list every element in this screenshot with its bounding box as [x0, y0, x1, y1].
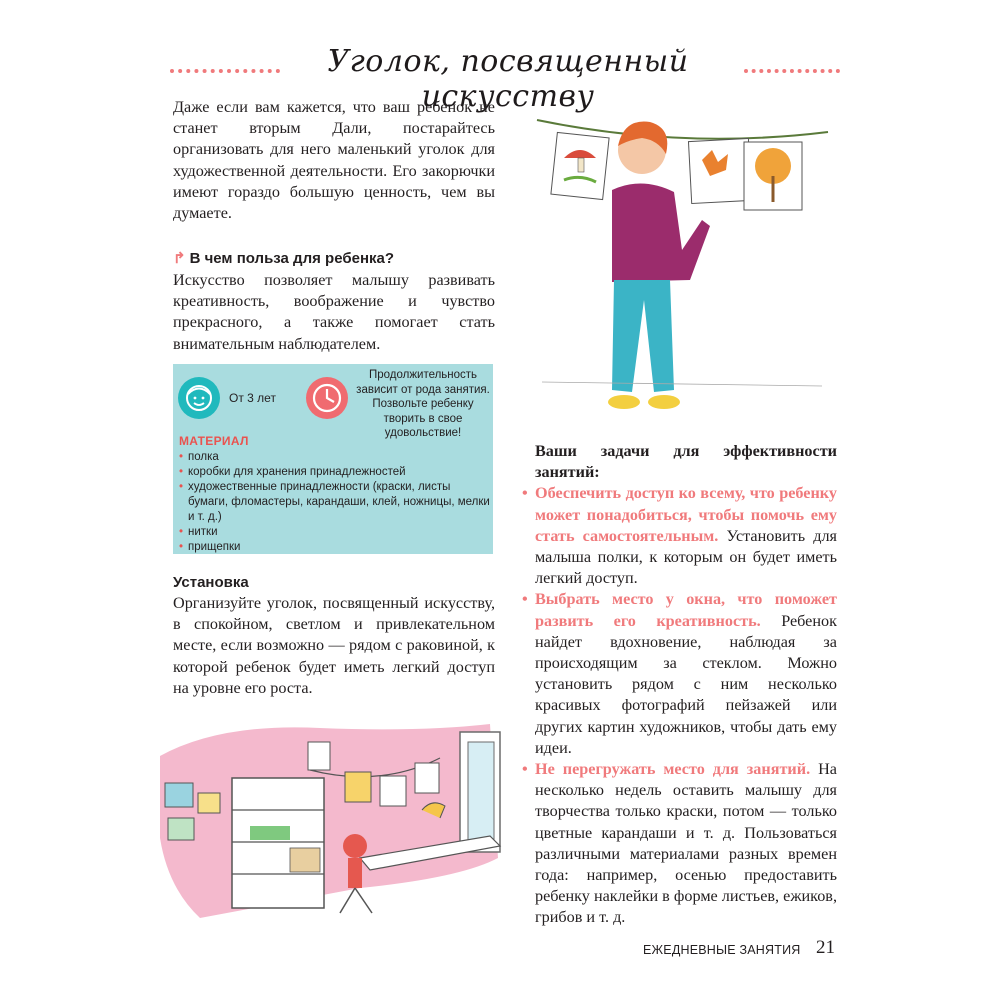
material-heading: МАТЕРИАЛ [179, 434, 249, 448]
task-highlight: Обеспечить доступ ко всему, что ребенку может понадобиться, чтобы помочь ему стать самостоятельным. [535, 484, 837, 545]
art-corner-illustration [160, 718, 505, 928]
title-dots-right [744, 69, 840, 73]
task-bullet: • [522, 760, 528, 779]
boy-hanging-drawings-illustration [532, 110, 832, 420]
task-highlight: Выбрать место у окна, что поможет развить его креативность. [535, 590, 837, 630]
intro-section [173, 97, 495, 224]
page-number: 21 [816, 937, 835, 958]
material-list [178, 450, 490, 555]
tasks-section [522, 441, 837, 929]
list-item: • коробки для хранения принадлежностей [178, 465, 490, 480]
task-bullet: • [522, 590, 528, 609]
age-label: От 3 лет [229, 391, 276, 405]
task-text: Ребенок найдет вдохновение, наблюдая за происходящим за стеклом. Можно установить рядом с ним несколько красивых фотографий пейзажей или других картин художников, чтобы дать ему идеи. [535, 611, 837, 757]
intro-paragraph: Даже если вам кажется, что ваш ребенок не станет вторым Дали, постарайтесь организовать для него маленький уголок для художественной деятельности. Его закорючки имеют гораздо большую ценность, чем вы думаете. [173, 98, 495, 223]
title-row [170, 42, 840, 114]
setup-heading: Установка [173, 574, 249, 591]
task-text: На несколько недель оставить малышу для творчества только краски, потом — только цветные карандаши и т. д. Пользоваться различными материалами разных времен года: например, осенью предоставить ребенку наклейки в форме листьев, ежиков, грибов и т. д. [535, 760, 837, 927]
setup-paragraph: Организуйте уголок, посвященный искусству, в спокойном, светлом и привлекательном месте, если возможно — рядом с раковиной, к которой ребенок будет иметь легкий доступ на уровне его роста. [173, 594, 495, 697]
footer-section-label: ЕЖЕДНЕВНЫЕ ЗАНЯТИЯ [643, 943, 801, 957]
tasks-heading: Ваши задачи для эффективности занятий: [535, 442, 837, 482]
benefit-heading-text: В чем польза для ребенка? [189, 250, 395, 267]
page-title: Уголок, посвященный искусству [327, 44, 689, 114]
task-item [522, 589, 837, 759]
list-item: • полка [178, 450, 490, 465]
list-item: • нитки [178, 525, 490, 540]
duration-text: Продолжительность зависит от рода занятия. Позвольте ребенку творить в свое удовольствие! [356, 369, 490, 439]
arrow-icon: ↱ [173, 250, 186, 267]
setup-section [173, 574, 495, 699]
task-item [522, 483, 837, 589]
info-box [173, 364, 493, 554]
task-item [522, 759, 837, 929]
task-highlight: Не перегружать место для занятий. [535, 760, 811, 779]
child-face-icon [178, 377, 220, 419]
list-item: • прищепки [178, 540, 490, 555]
list-item: • художественные принадлежности (краски, листы бумаги, фломастеры, карандаши, клей, ножницы, мелки и т. д.) [178, 480, 490, 525]
benefit-section [173, 249, 495, 355]
task-text: Установить для малыша полки, к которым он будет иметь легкий доступ. [535, 526, 837, 588]
title-dots-left [170, 69, 280, 73]
benefit-paragraph: Искусство позволяет малышу развивать креативность, воображение и чувство прекрасного, а также помогает стать внимательным наблюдателем. [173, 271, 495, 353]
task-bullet: • [522, 484, 528, 503]
benefit-heading [173, 249, 495, 267]
clock-icon [306, 377, 348, 419]
